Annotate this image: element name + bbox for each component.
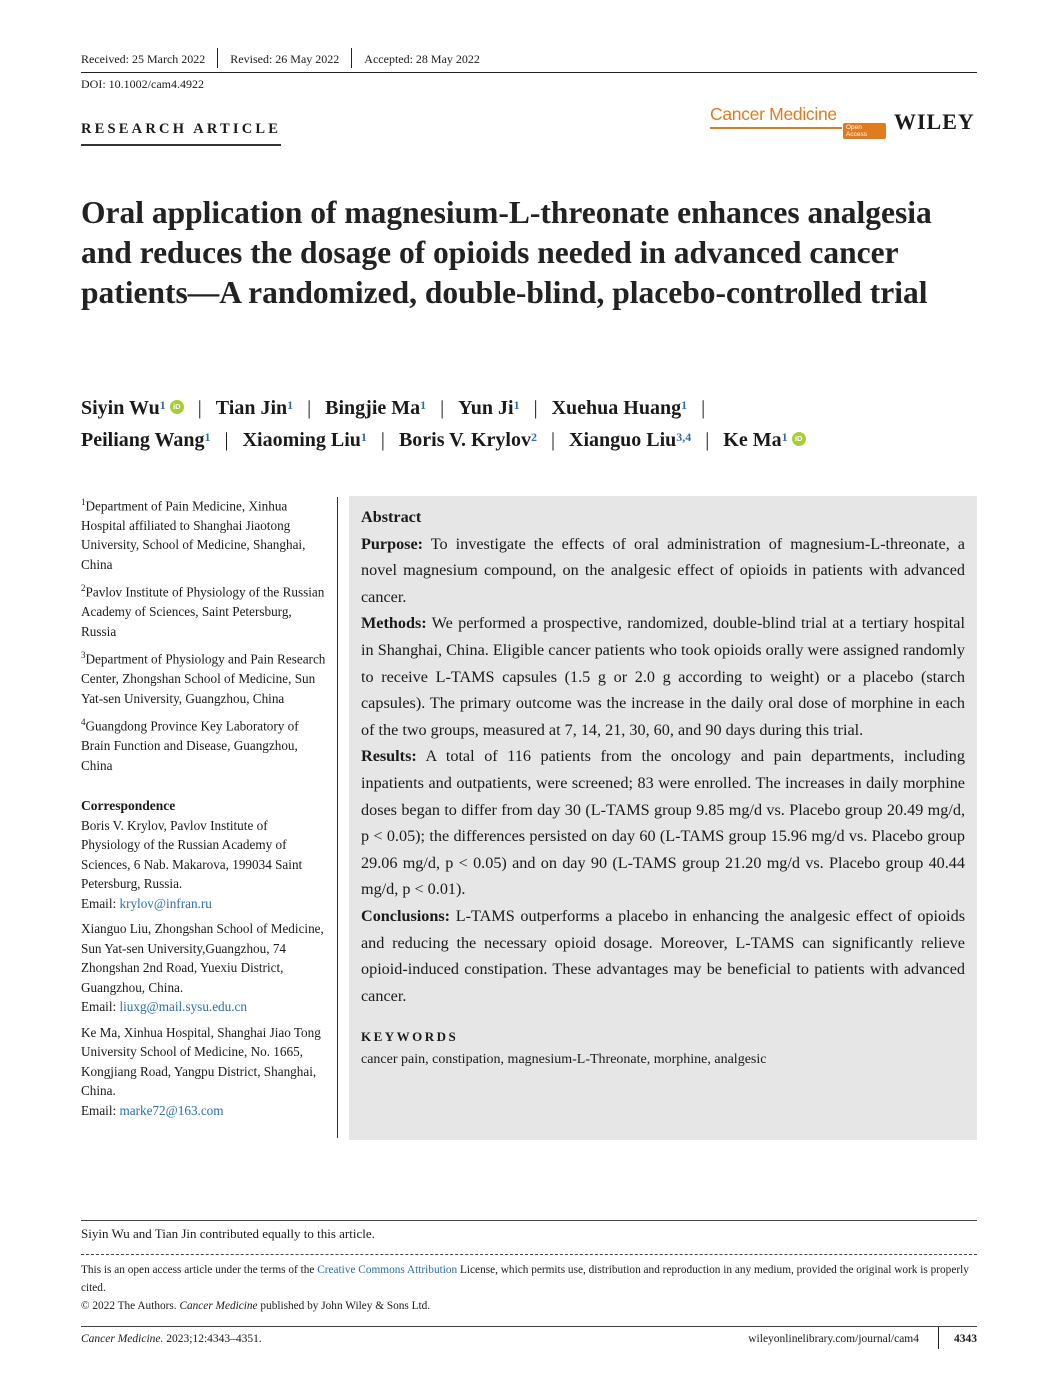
page-footer	[81, 1326, 977, 1355]
email-link[interactable]: marke72@163.com	[119, 1102, 224, 1118]
column-divider	[337, 497, 338, 1138]
affiliation: $^1$Department of Pain Medicine, Xinhua Hospital affiliated to Shanghai Jiaotong University, School of Medicine, Shanghai, China	[81, 497, 306, 572]
article-type: RESEARCH ARTICLE	[81, 121, 281, 146]
keywords: cancer pain, constipation, magnesium-L-Threonate, morphine, analgesic	[361, 1052, 767, 1068]
equal-contribution-note: Siyin Wu and Tian Jin contributed equally to this article.	[81, 1220, 977, 1242]
author[interactable]: Peiliang Wang$^1$	[81, 429, 211, 451]
affiliation: $^2$Pavlov Institute of Physiology of the Russian Academy of Sciences, Saint Petersburg, Russia	[81, 583, 325, 639]
correspondence-entry: Boris V. Krylov, Pavlov Institute of Physiology of the Russian Academy of Sciences, 6 Nab. Makarova, 199034 Saint Petersburg, Russia. Email: krylov@infran.ru	[81, 817, 303, 911]
page-number: 4343	[954, 1333, 977, 1345]
article-title: Oral application of magnesium-L-threonate enhances analgesia and reduces the dosage of opioids needed in advanced cancer patients—A randomized, double-blind, placebo-controlled trial	[81, 195, 932, 310]
accepted-date: Accepted: 28 May 2022	[364, 52, 480, 66]
author-list: Siyin Wu$^1$ iD | Tian Jin$^1$ | Bingjie Ma$^1$ | Yun Ji$^1$ | Xuehua Huang$^1$ | Peiliang Wang$^1$ | Xiaoming Liu$^1$ | Boris V. Krylov$^2$ | Xianguo Liu$^{3,4}$ | Ke Ma$^1$ iD	[81, 392, 981, 456]
revised-date: Revised: 26 May 2022	[230, 52, 340, 66]
orcid-icon[interactable]: iD	[170, 400, 184, 414]
email-link[interactable]: liuxg@mail.sysu.edu.cn	[119, 999, 247, 1015]
author[interactable]: Ke Ma$^1$ iD	[723, 424, 805, 456]
doi[interactable]: DOI: 10.1002/cam4.4922	[81, 77, 204, 91]
journal-underline	[710, 127, 842, 129]
orcid-icon[interactable]: iD	[792, 432, 806, 446]
dates-bar	[81, 50, 977, 73]
received-date: Received: 25 March 2022	[81, 52, 206, 66]
affiliations-column	[81, 493, 329, 1126]
correspondence-entry: Xianguo Liu, Zhongshan School of Medicine, Sun Yat-sen University,Guangzhou, 74 Zhongshan 2nd Road, Yuexiu District, Guangzhou, China. Email: liuxg@mail.sysu.edu.cn	[81, 921, 324, 1015]
publisher-logo[interactable]: WILEY	[894, 109, 975, 134]
author[interactable]: Yun Ji$^1$	[458, 397, 520, 419]
author[interactable]: Siyin Wu$^1$ iD	[81, 392, 184, 424]
license-note: This is an open access article under the terms of the Creative Commons Attribution License, which permits use, distribution and reproduction in any medium, provided the original work is properly cited. © 2022 The Authors. Cancer Medicine published by John Wiley & Sons Ltd.	[81, 1254, 977, 1315]
affiliation: $^3$Department of Physiology and Pain Research Center, Zhongshan School of Medicine, Sun Yat-sen University, Guangzhou, China	[81, 650, 326, 706]
website-link[interactable]: wileyonlinelibrary.com/journal/cam4	[748, 1333, 919, 1345]
correspondence-entry: Ke Ma, Xinhua Hospital, Shanghai Jiao Tong University School of Medicine, No. 1665, Kongjiang Road, Yangpu District, Shanghai, China. Email: marke72@163.com	[81, 1024, 321, 1118]
author[interactable]: Tian Jin$^1$	[215, 397, 294, 419]
citation: Cancer Medicine. 2023;12:4343–4351.	[81, 1333, 262, 1345]
abstract-heading: Abstract	[361, 508, 422, 526]
footer-separator	[938, 1327, 939, 1349]
author[interactable]: Xiaoming Liu$^1$	[242, 429, 367, 451]
abstract-purpose: Purpose: To investigate the effects of oral administration of magnesium-L-threonate, a novel magnesium compound, on the analgesic effect of opioids in patients with advanced cancer.	[361, 534, 965, 606]
author[interactable]: Xianguo Liu$^{3,4}$	[569, 429, 692, 451]
email-link[interactable]: krylov@infran.ru	[119, 895, 212, 911]
author[interactable]: Xuehua Huang$^1$	[551, 397, 688, 419]
journal-name: Cancer Medicine	[710, 104, 837, 124]
abstract-methods: Methods: We performed a prospective, randomized, double-blind trial at a tertiary hospital in Shanghai, China. Eligible cancer patients who took opioids orally were assigned randomly to receive L-TAMS capsules (1.5 g or 2.0 g according to weight) or a placebo (starch capsules). The primary outcome was the increase in the daily oral dose of morphine in each of the two groups, measured at 7, 14, 21, 30, 60, and 90 days during this trial.	[361, 614, 965, 739]
creative-commons-link[interactable]: Creative Commons Attribution	[317, 1264, 458, 1276]
author[interactable]: Boris V. Krylov$^2$	[398, 429, 537, 451]
author[interactable]: Bingjie Ma$^1$	[325, 397, 427, 419]
affiliation: $^4$Guangdong Province Key Laboratory of Brain Function and Disease, Guangzhou, China	[81, 717, 299, 773]
open-access-badge: Open Access	[843, 123, 886, 139]
abstract-results: Results: A total of 116 patients from the oncology and pain departments, including inpatients and outpatients, were screened; 83 were enrolled. The increases in daily morphine doses began to differ from day 30 (L-TAMS group 9.85 mg/d vs. Placebo group 20.49 mg/d, p < 0.05); the differences persisted on day 60 (L-TAMS group 15.96 mg/d vs. Placebo group 29.06 mg/d, p < 0.05) and on day 90 (L-TAMS group 21.20 mg/d vs. Placebo group 40.44 mg/d, p < 0.01).	[361, 747, 965, 899]
correspondence-heading: Correspondence	[81, 798, 176, 814]
journal-logo[interactable]	[710, 104, 886, 138]
abstract-conclusions: Conclusions: L-TAMS outperforms a placebo in enhancing the analgesic effect of opioids and reducing the necessary opioid dosage. Moreover, L-TAMS can significantly relieve opioid-induced constipation. These advantages may be beneficial to patients with advanced cancer.	[361, 906, 965, 1005]
keywords-heading: KEYWORDS	[361, 1029, 459, 1045]
abstract-box	[349, 496, 977, 1140]
